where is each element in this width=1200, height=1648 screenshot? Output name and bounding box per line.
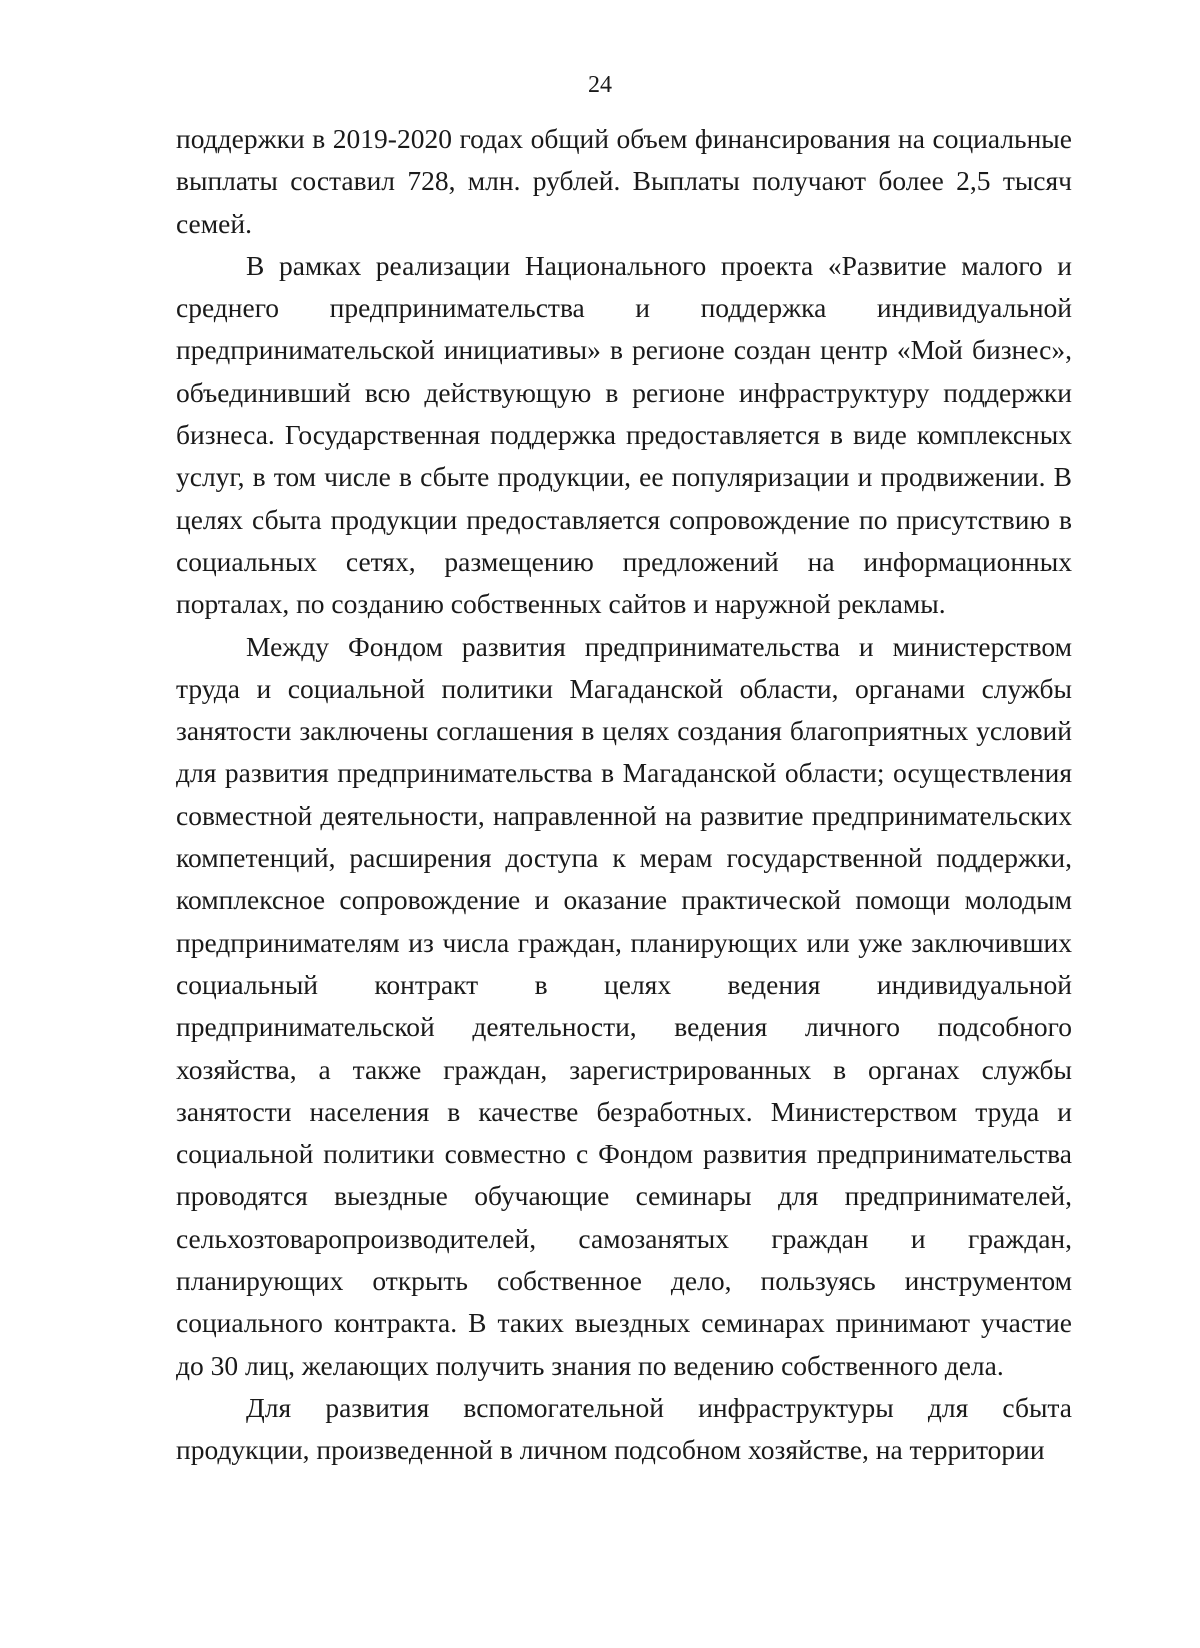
paragraph-1: поддержки в 2019-2020 годах общий объем финансирования на социальные выплаты составил 728, млн. рублей. Выплаты получают более 2,5 тысяч семей. <box>176 123 1072 239</box>
paragraph-4: Для развития вспомогательной инфраструктуры для сбыта продукции, произведенной в личном подсобном хозяйстве, на территории <box>176 1391 1072 1466</box>
paragraph-3: Между Фондом развития предпринимательства и министерством труда и социальной политики Магаданской области, органами службы занятости заключены соглашения в целях создания благоприятных условий для развития предпринимательства в Магаданской области; осуществления совместной деятельности, направленной на развитие предпринимательских компетенций, расширения доступа к мерам государственной поддержки, комплексное сопровождение и оказание практической помощи молодым предпринимателям из числа граждан, планирующих или уже заключивших социальный контракт в целях ведения индивидуальной предпринимательской деятельности, ведения личного подсобного хозяйства, а также граждан, зарегистрированных в органах службы занятости населения в качестве безработных. Министерством труда и социальной политики совместно с Фондом развития предпринимательства проводятся выездные обучающие семинары для предпринимателей, сельхозтоваропроизводителей, самозанятых граждан и граждан, планирующих открыть собственное дело, пользуясь инструментом социального контракта. В таких выездных семинарах принимают участие до 30 лиц, желающих получить знания по ведению собственного дела. <box>176 630 1072 1381</box>
page-number: 24 <box>588 72 612 98</box>
document-body <box>176 118 1072 1472</box>
paragraph-2: В рамках реализации Национального проекта «Развитие малого и среднего предпринимательства и поддержка индивидуальной предпринимательской инициативы» в регионе создан центр «Мой бизнес», объединивший всю действующую в регионе инфраструктуру поддержки бизнеса. Государственная поддержка предоставляется в виде комплексных услуг, в том числе в сбыте продукции, ее популяризации и продвижении. В целях сбыта продукции предоставляется сопровождение по присутствию в социальных сетях, размещению предложений на информационных порталах, по созданию собственных сайтов и наружной рекламы. <box>176 249 1072 620</box>
